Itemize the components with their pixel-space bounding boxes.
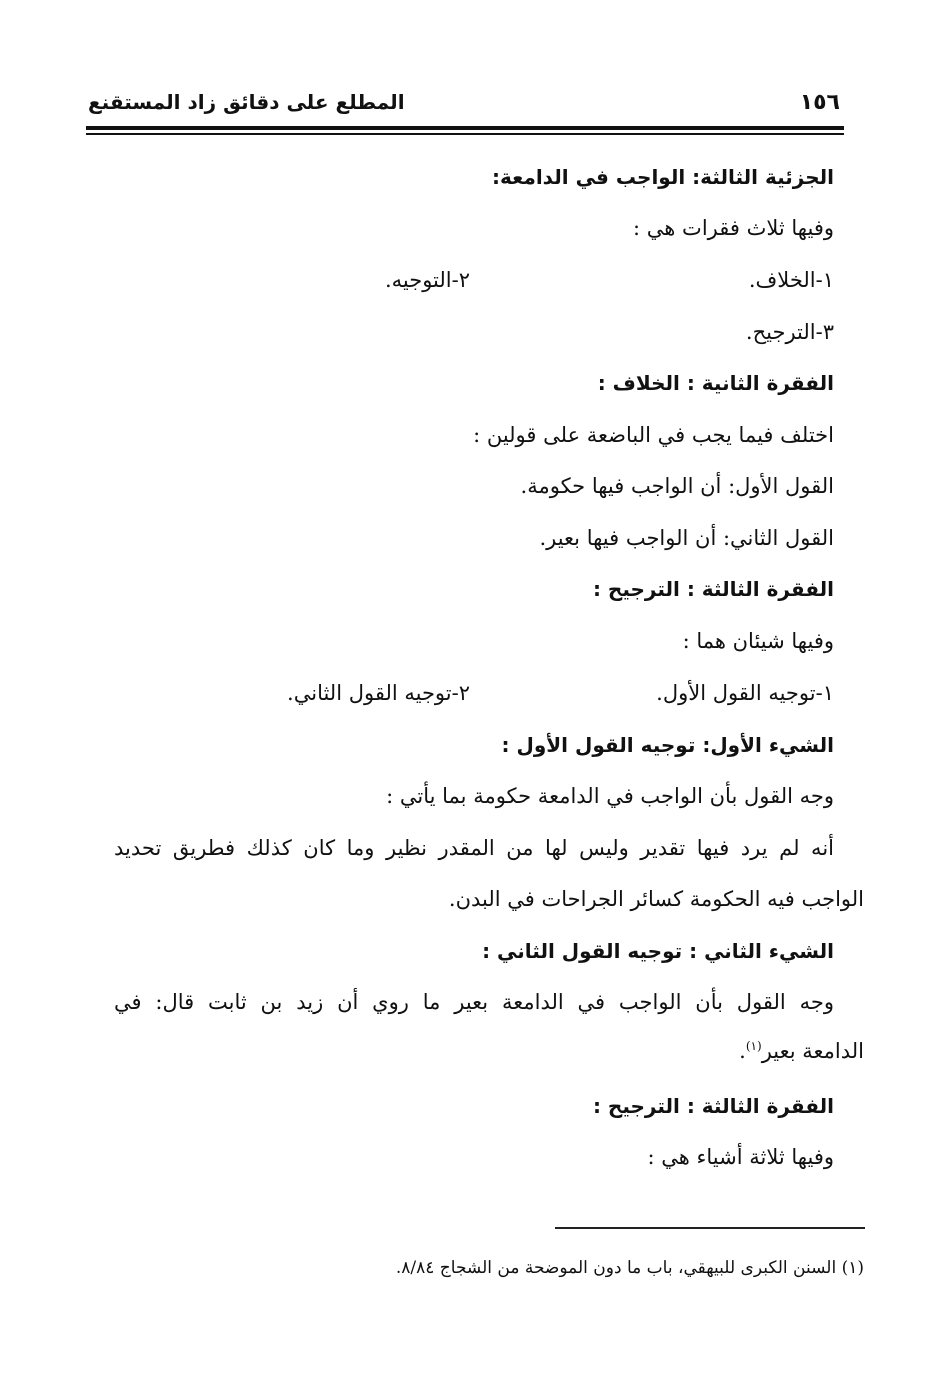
paragraph-text: الدامعة بعير: [761, 1039, 864, 1063]
paragraph-line: الواجب فيه الحكومة كسائر الجراحات في البدن.: [448, 887, 864, 911]
footnote-ref: (١): [745, 1039, 762, 1053]
subsection-heading: الفقرة الثالثة : الترجيح :: [592, 1094, 834, 1118]
period: .: [739, 1039, 746, 1063]
paragraph-line: وجه القول بأن الواجب في الدامعة بعير ما روي أن زيد بن ثابت قال: في: [114, 990, 834, 1014]
list-item: ٣-الترجيح.: [745, 320, 834, 344]
paragraph-line: وفيها ثلاث فقرات هي :: [633, 216, 834, 240]
paragraph-line: [739, 1036, 864, 1066]
list-item: ٢-التوجيه.: [384, 268, 470, 292]
paragraph-line: القول الثاني: أن الواجب فيها بعير.: [539, 526, 834, 550]
paragraph-line: وجه القول بأن الواجب في الدامعة حكومة بما يأتي :: [386, 784, 834, 808]
subsection-heading: الفقرة الثانية : الخلاف :: [597, 371, 834, 395]
list-item: ١-الخلاف.: [748, 268, 834, 292]
page-number: ١٥٦: [799, 90, 840, 115]
running-title: المطلع على دقائق زاد المستقنع: [88, 90, 405, 114]
header-rule-thin: [86, 133, 844, 135]
list-item: ٢-توجيه القول الثاني.: [287, 681, 470, 705]
section-heading: الجزئية الثالثة: الواجب في الدامعة:: [492, 165, 834, 189]
paragraph-line: اختلف فيما يجب في الباضعة على قولين :: [473, 423, 834, 447]
header-rule-thick: [86, 126, 844, 130]
item-heading: الشيء الأول: توجيه القول الأول :: [501, 733, 834, 757]
paragraph-line: وفيها شيئان هما :: [682, 629, 834, 653]
paragraph-line: أنه لم يرد فيها تقدير وليس لها من المقدر نظير وما كان كذلك فطريق تحديد: [114, 836, 834, 860]
paragraph-line: القول الأول: أن الواجب فيها حكومة.: [520, 474, 834, 498]
footnote-separator: [555, 1227, 865, 1229]
item-heading: الشيء الثاني : توجيه القول الثاني :: [482, 939, 834, 963]
footnote: (١) السنن الكبرى للبيهقي، باب ما دون الموضحة من الشجاج ٨/٨٤.: [395, 1258, 864, 1278]
page-header: [88, 88, 840, 122]
subsection-heading: الفقرة الثالثة : الترجيح :: [592, 577, 834, 601]
paragraph-line: وفيها ثلاثة أشياء هي :: [647, 1145, 834, 1169]
list-item: ١-توجيه القول الأول.: [656, 681, 834, 705]
